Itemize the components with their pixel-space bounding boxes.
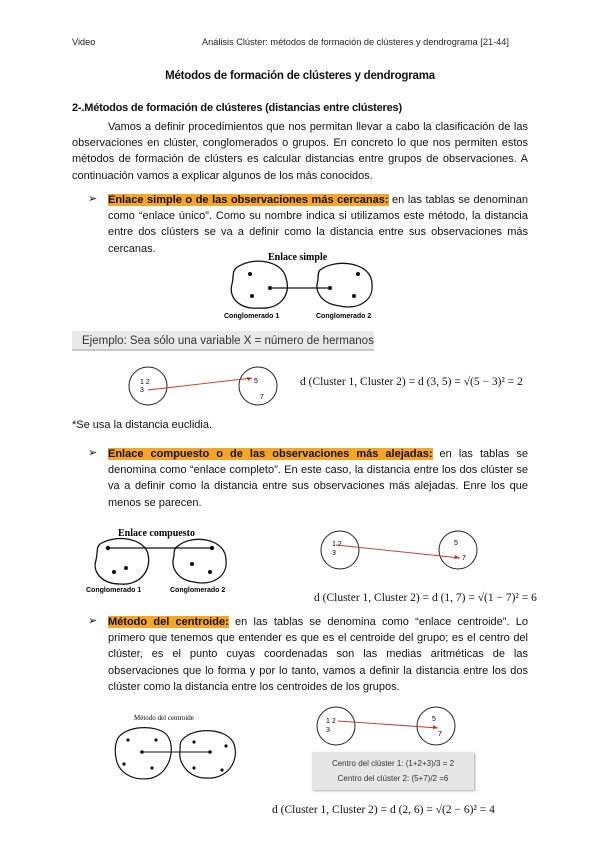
centroide-example-figure [312,704,482,750]
simple-link-figure [222,248,402,322]
cluster1-blob [231,261,287,308]
compuesto-paragraph [108,446,528,511]
centroide-c2-point5: 5 [432,716,436,723]
simple-c2-point5: 5 [254,378,258,385]
centroide-c1-points: 1 2 [326,718,336,725]
compuesto-link-figure [86,524,246,596]
compuesto-term: Enlace compuesto o de las observaciones más alejadas: [108,448,433,460]
centroide-figure [110,710,250,790]
compuesto-figure-title: Enlace compuesto [118,528,195,539]
compuesto-label-2: Conglomerado 2 [170,587,226,594]
compuesto-c2-point5: 5 [454,540,458,547]
simple-label-1: Conglomerado 1 [224,313,280,320]
simple-c1-point3: 3 [140,387,144,394]
centroide-c1-point3: 3 [326,727,330,734]
compuesto-text: en las tablas se denomina como “enlace completo”. En este caso, la distancia entre los dos clúster se va a definir como la distancia entre sus observaciones más alejadas. Enre los que menos se parecen. [108,448,528,509]
centroide-c2-point7: 7 [438,731,442,738]
centroide-formula: d (Cluster 1, Cluster 2) = d (2, 6) = √(2 − 6)² = 4 [272,804,495,816]
header-left: Video [72,37,96,47]
simple-text: en las tablas se denominan como “enlace único”. Como su nombre indica si utilizamos este método, la distancia entre dos clústers se va a definir como la distancia entre sus observaciones más cercanas. [108,194,528,255]
header-right: Análisis Clúster: métodos de formación de clústeres y dendrograma [21-44] [202,37,509,47]
example-banner: Ejemplo: Sea sólo una variable X = número de hermanos [72,331,374,351]
note-euclidean: *Se usa la distancia euclidia. [72,419,213,431]
centroide-term: Método del centroide: [108,616,229,628]
compuesto-label-1: Conglomerado 1 [86,587,142,594]
bullet-marker: ➢ [88,615,98,627]
simple-figure-title: Enlace simple [268,252,328,263]
bullet-marker: ➢ [88,193,98,205]
centroid-calculation-box [312,752,474,790]
simple-example-figure [126,364,286,412]
compuesto-example-figure [318,528,488,574]
compuesto-c2-point7: 7 [462,555,466,562]
compuesto-c1-points: 1 2 [332,541,342,548]
cluster2-blob [317,263,372,307]
simple-c1-points: 1 2 [140,379,150,386]
centroid-cluster1: Centro del clúster 1: (1+2+3)/3 = 2 [331,759,455,768]
section-heading: 2-.Métodos de formación de clústeres (distancias entre clústeres) [72,102,402,114]
bullet-marker: ➢ [88,447,98,459]
centroide-paragraph [108,614,528,695]
centroide-figure-title: Método del centroide [134,714,194,722]
centroide-text: en las tablas se denomina como “enlace centroide”. Lo primero que tenemos que entender es que es el centroide del grupo; es el centro del clúster, es el punto cuyas coordenadas son las medias aritméticas de las observaciones que lo forma y por lo tanto, vamos a definir la distancia entre los dos clúster como la distancia entre los centroides de los grupos. [108,616,528,693]
compuesto-formula: d (Cluster 1, Cluster 2) = d (1, 7) = √(1 − 7)² = 6 [314,592,537,604]
simple-formula: d (Cluster 1, Cluster 2) = d (3, 5) = √(5 − 3)² = 2 [300,376,523,388]
simple-c2-point7: 7 [260,394,264,401]
intro-paragraph: Vamos a definir procedimientos que nos permitan llevar a cabo la clasificación de las observaciones en clúster, conglomerados o grupos. En concreto lo que nos permiten estos métodos de formación de clústers es calcular distancias entre grupos de observaciones. A continuación vamos a explicar algunos de los más conocidos. [72,121,528,182]
simple-label-2: Conglomerado 2 [316,313,372,320]
centroid-cluster2: Centro del clúster 2: (5+7)/2 =6 [337,774,449,783]
simple-term: Enlace simple o de las observaciones más cercanas: [108,194,389,206]
compuesto-c1-point3: 3 [332,550,336,557]
page-title: Métodos de formación de clústeres y dendrograma [165,70,435,82]
